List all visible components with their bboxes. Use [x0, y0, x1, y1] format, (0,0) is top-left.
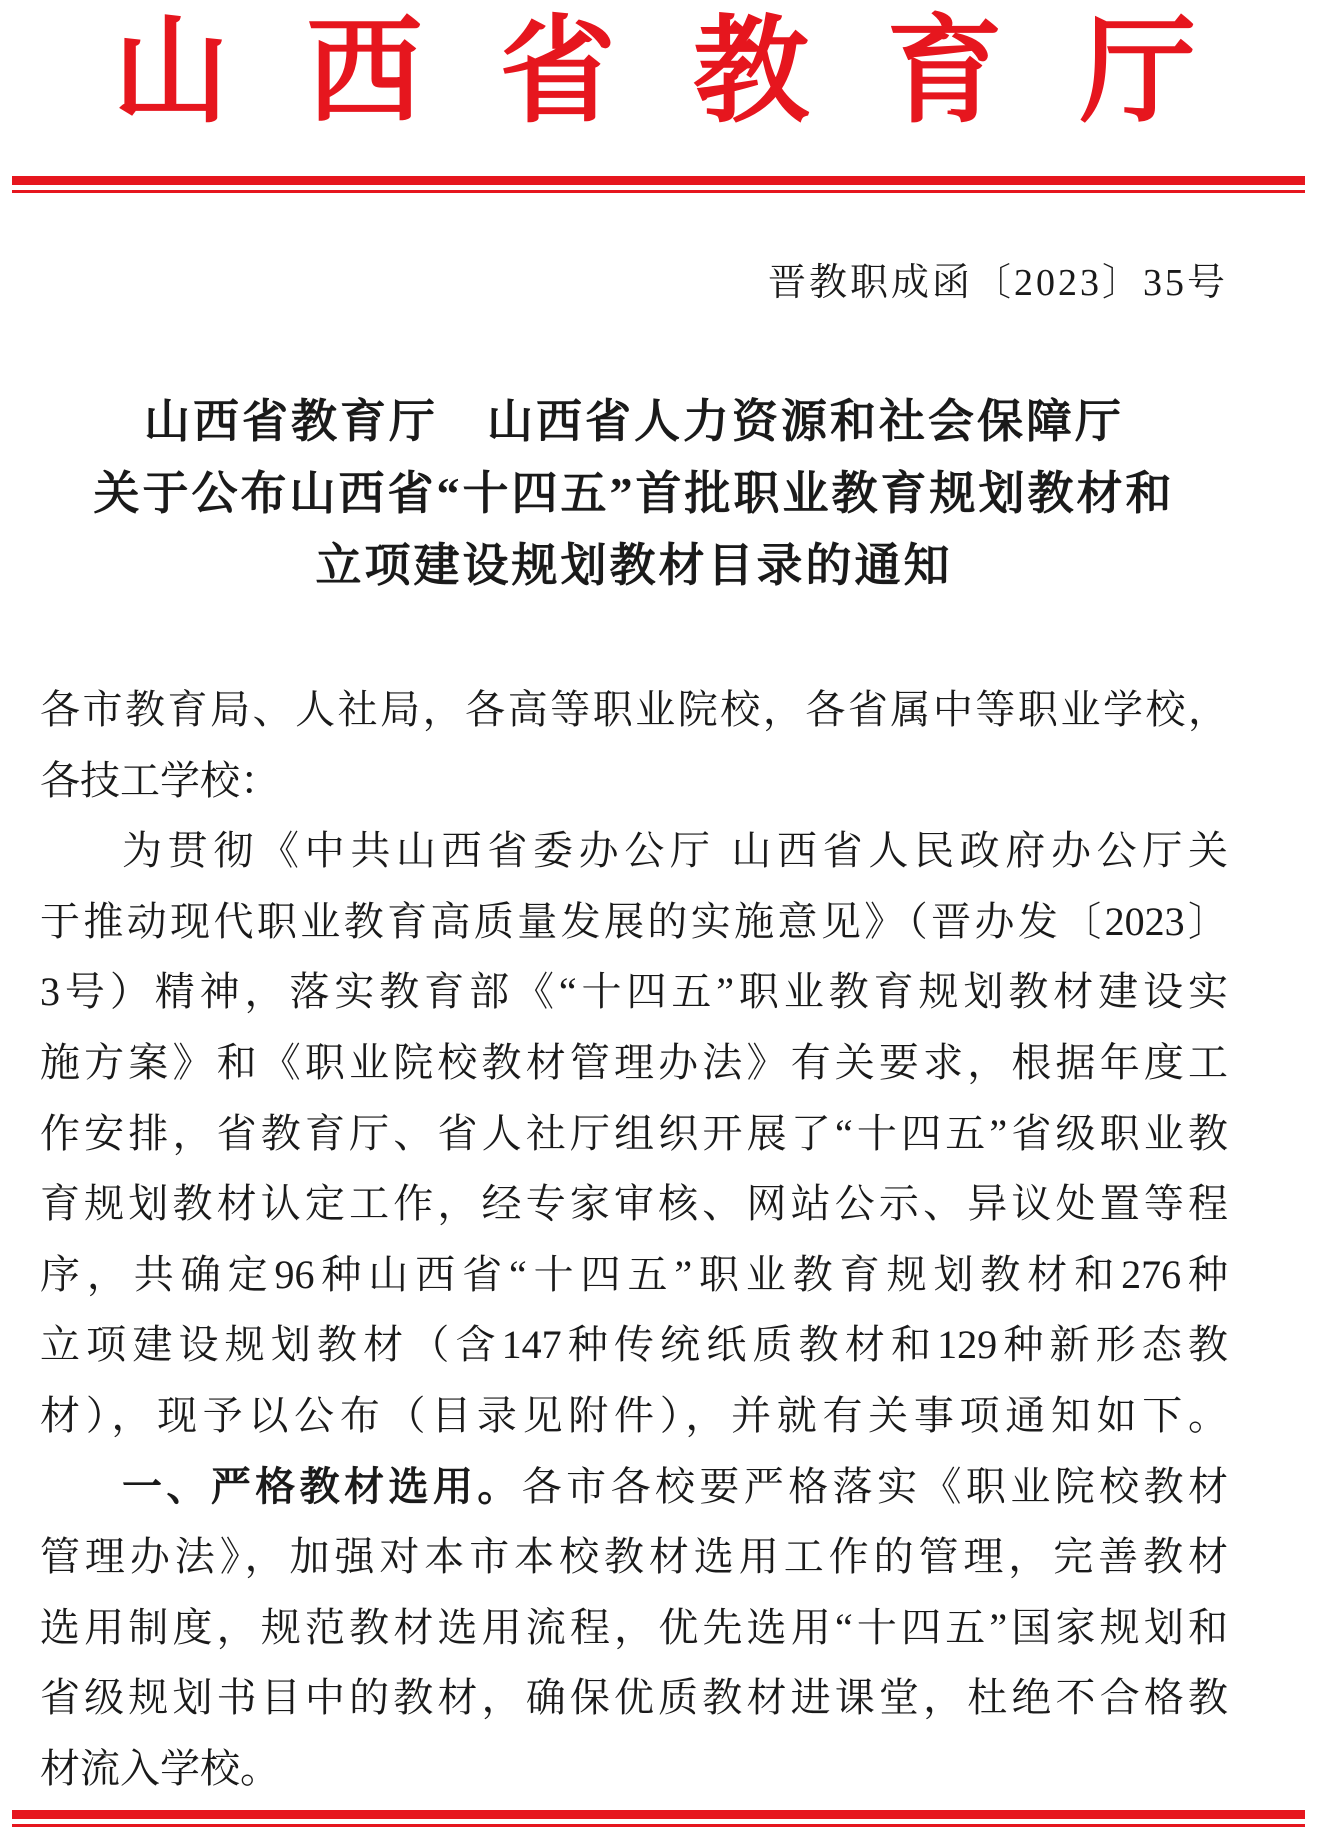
header-red-rule-thin [12, 190, 1305, 193]
title-line-2: 关于公布山西省“十四五”首批职业教育规划教材和 [93, 468, 1175, 519]
paragraph-line: 管理办法》，加强对本市本校教材选用工作的管理，完善教材 [40, 1534, 1228, 1580]
paragraph-text: 各市各校要严格落实《职业院校教材 [521, 1463, 1228, 1509]
issuing-authority-header [112, 10, 1197, 136]
document-number: 晋教职成函〔2023〕35号 [767, 262, 1228, 304]
authority-name-char: 厅 [1079, 9, 1196, 137]
authority-name-char: 山 [113, 9, 229, 137]
authority-name-char: 育 [886, 9, 1003, 137]
addressee-line: 各市教育局、人社局，各高等职业院校，各省属中等职业学校， [40, 687, 1228, 732]
addressee-line: 各技工学校： [40, 757, 280, 803]
paragraph-line: 3号）精神，落实教育部《“十四五”职业教育规划教材建设实 [40, 969, 1228, 1015]
paragraph-line: 选用制度，规范教材选用流程，优先选用“十四五”国家规划和 [40, 1604, 1228, 1650]
authority-name-char: 教 [693, 9, 810, 137]
header-red-rule-thick [12, 176, 1305, 185]
paragraph-line: 序，共确定96种山西省“十四五”职业教育规划教材和276种 [40, 1251, 1228, 1297]
section-1-first-line [40, 1452, 1228, 1523]
paragraph-line: 作安排，省教育厅、省人社厅组织开展了“十四五”省级职业教 [40, 1110, 1228, 1156]
paragraph-line: 施方案》和《职业院校教材管理办法》有关要求，根据年度工 [40, 1039, 1228, 1085]
section-heading: 一、严格教材选用。 [122, 1463, 522, 1510]
paragraph-line: 省级规划书目中的教材，确保优质教材进课堂，杜绝不合格教 [40, 1675, 1228, 1721]
paragraph-line: 立项建设规划教材（含147种传统纸质教材和129种新形态教 [40, 1322, 1228, 1368]
paragraph-line: 为贯彻《中共山西省委办公厅 山西省人民政府办公厅关 [122, 828, 1228, 874]
paragraph-line: 育规划教材认定工作，经专家审核、网站公示、异议处置等程 [40, 1181, 1228, 1227]
document-body [40, 675, 1228, 1805]
document-title [40, 386, 1228, 602]
footer-red-rule-thin [12, 1824, 1305, 1827]
authority-name-char: 西 [306, 9, 423, 137]
paragraph-line: 材），现予以公布（目录见附件），并就有关事项通知如下。 [40, 1392, 1228, 1438]
title-line-1: 山西省教育厅 山西省人力资源和社会保障厅 [144, 396, 1124, 447]
authority-name-char: 省 [499, 9, 616, 137]
paragraph-line: 于推动现代职业教育高质量发展的实施意见》（晋办发〔2023〕 [40, 898, 1228, 944]
title-line-3: 立项建设规划教材目录的通知 [315, 540, 953, 591]
paragraph-line: 材流入学校。 [40, 1745, 280, 1791]
footer-red-rule-thick [12, 1810, 1305, 1819]
